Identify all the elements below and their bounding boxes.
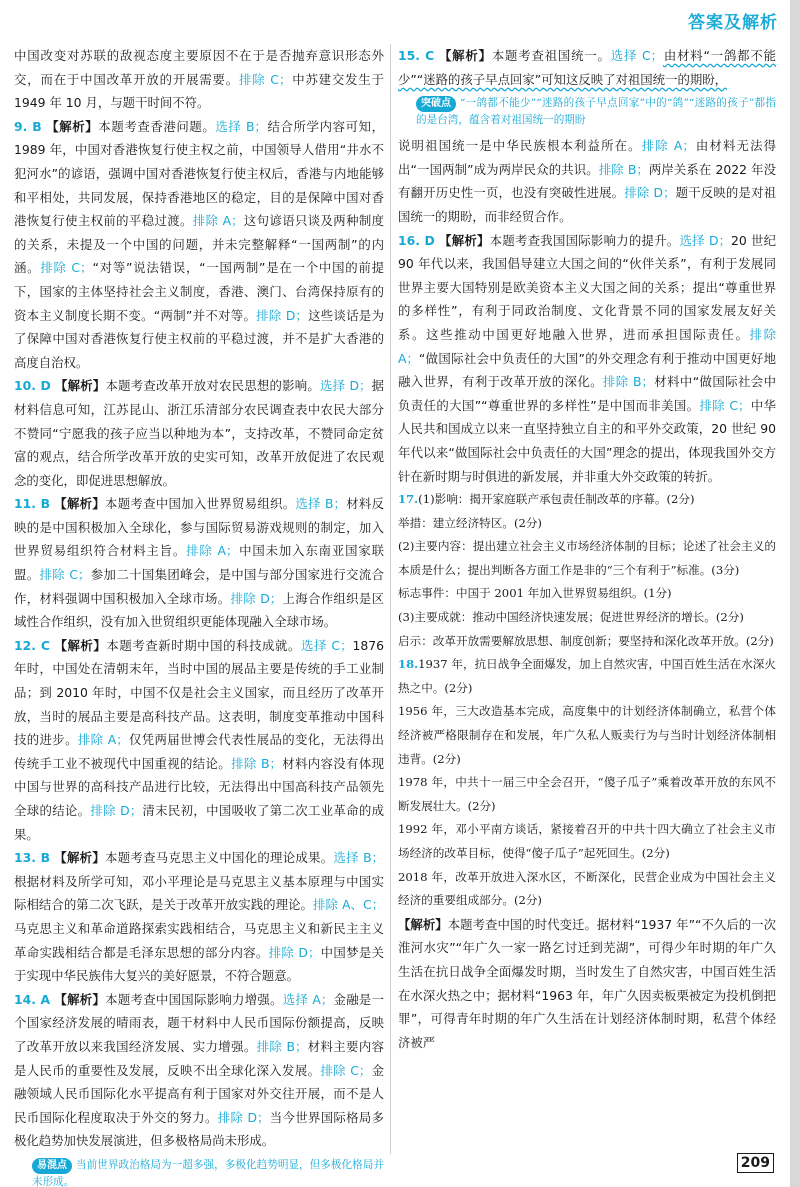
page-header: 答案及解析 [688,13,778,33]
answer-line: 启示：改革开放需要解放思想、制度创新；要坚持和深化改革开放。(2分) [398,633,774,648]
item-10: 10. D 【解析】本题考查改革开放对农民思想的影响。选择 D；据材料信息可知，江苏昆山、浙江乐清部分农民调查表中农民大部分不赞同“宁愿我的孩子应当以种地为本”，支持改革，不赞同命定贫富的观点，结合所学改革开放的史实可知，改革开放促进了农民观念的变化，即促进思想解放。 [14,378,385,488]
answer-line: 2018 年，改革开放进入深水区，不断深化，民营企业成为中国社会主义经济的重要组成部分。(2分) [398,869,776,908]
confusion-badge: 易混点 [32,1158,72,1174]
item-14: 14. A 【解析】本题考查中国国际影响力增强。选择 A；金融是一个国家经济发展的晴雨表，题干材料中人民币国际份额提高，反映了改革开放以来我国经济发展、实力增强。排除 B；材料主要内容是人民币的重要性及发展，反映不出全球化深入发展。排除 C；金融领域人民币国际化水平提高有利于国家对外交往开展，而不是人民币国际化程度取决于外交的努力。排除 D；当今世界国际格局多极化趋势加快发展演进，但多极格局尚未形成。 [14,991,385,1149]
answer-line: 1992 年，邓小平南方谈话，紧接着召开的中共十四大确立了社会主义市场经济的改革目标，使得“傻子瓜子”起死回生。(2分) [398,822,776,860]
breakthrough-note: 突破点 “一鸽都不能少”“迷路的孩子早点回家”中的“鸽”“迷路的孩子”都指的是台湾，蕴含着对祖国统一的期盼 [416,97,776,127]
item-12: 12. C 【解析】本题考查新时期中国的科技成就。选择 C；1876 年时，中国处在清朝末年，当时中国的展品主要是传统的手工业制品；到 2010 年时，中国不仅是社会主义国家，而且经历了改革开放，当时的展品主要是高科技产品。这表明，制度变革推动中国科技的进步。排除 A；仅凭两届世博会代表性展品的变化，无法得出传统手工业不被现代中国重视的结论。排除 B；材料内容没有体现中国与世界的高科技产品进行比较，无法得出中国高科技产品领先全球的结论。排除 D；清末民初，中国吸收了第二次工业革命的成果。 [14,637,385,842]
page-number: 209 [737,1153,774,1173]
item-15: 15. C 【解析】本题考查祖国统一。选择 C；由材料“一鸽都不能少”“迷路的孩子早点回家”可知这反映了对祖国统一的期盼， [398,48,777,87]
item-16: 16. D 【解析】本题考查我国国际影响力的提升。选择 D；20 世纪 90 年代以来，我国倡导建立大国之间的“伙伴关系”，有利于发展同世界主要大国特别是欧美资本主义大国之间的关系；提出“尊重世界的多样性”，有利于同政治制度、文化背景不同的国家发展友好关系。这些推动中国更好地融入世界，进而承担国际责任。排除 A；“做国际社会中负责任的大国”的外交理念有利于推动中国更好地融入世界，有利于改革开放的深化。排除 B；材料中“做国际社会中负责任的大国”“尊重世界的多样性”是中国而非美国。排除 C；中华人民共和国成立以来一直坚持独立自主的和平外交政策，20 世纪 90 年代以来“做国际社会中负责任的大国”理念的提出，体现我国外交方针在新时期与时俱进的新发展，并非重大外交政策的转折。 [398,232,777,484]
item-13: 13. B 【解析】本题考查马克思主义中国化的理论成果。选择 B；根据材料及所学可知，邓小平理论是马克思主义基本原理与中国实际相结合的第二次飞跃，是关于改革开放实践的理论。排除 A、C；马克思主义和革命道路探索实践相结合，马克思主义和新民主主义革命实践相结合都是毛泽东思想的部分内容。排除 D；中国梦是关于实现中华民族伟大复兴的美好愿景，不符合题意。 [14,850,385,984]
answer-line: 举措：建立经济特区。(2分) [398,515,542,530]
item-18 [398,653,776,913]
answer-line: 1978 年，中共十一届三中全会召开，“傻子瓜子”乘着改革开放的东风不断发展壮大。(2分) [398,775,776,813]
item-11: 11. B 【解析】本题考查中国加入世界贸易组织。选择 B；材料反映的是中国积极加入全球化，参与国际贸易游戏规则的制定，加入世界贸易组织符合材料主旨。排除 A；中国未加入东南亚国家联盟。排除 C；参加二十国集团峰会，是中国与部分国家进行交流合作，材料强调中国积极加入全球市场。排除 D；上海合作组织是区域性合作组织，没有加入世贸组织更能体现融入全球市场。 [14,496,385,630]
answer-line: 标志事件：中国于 2001 年加入世界贸易组织。(1分) [398,586,672,601]
column-divider [390,44,391,1154]
item-15-cont: 说明祖国统一是中华民族根本利益所在。排除 A；由材料无法得出“一国两制”成为两岸民众的共识。排除 B；两岸关系在 2022 年没有翻开历史性一页，也没有突破性进展。排除 D；题干反映的是对祖国统一的期盼，而非经贸合作。 [398,138,777,224]
item-continued: 中国改变对苏联的敌视态度主要原因不在于是否抛弃意识形态外交，而在于中国改革开放的开展需要。排除 C；中苏建交发生于 1949 年 10 月，与题干时间不符。 [14,48,385,111]
answer-line: 1956 年，三大改造基本完成，高度集中的计划经济体制确立，私营个体经济被严格限制存在和发展，年广久私人贩卖行为与当时计划经济体制相违背。(2分) [398,704,776,766]
left-column [14,44,384,1187]
right-column [398,44,776,1054]
page-edge [790,0,800,1187]
item-18-analysis: 【解析】本题考查中国的时代变迁。据材料“1937 年”“不久后的一次淮河水灾”“年广久一家一路乞讨迁到芜湖”，可得少年时期的年广久生活在抗日战争全面爆发时期，当时发生了自然灾害，中国百姓生活在水深火热之中；据材料“1963 年，年广久因卖板栗被定为投机倒把罪”，可得青年时期的年广久生活在计划经济体制时期，私营个体经济被严 [398,916,777,1050]
item-9: 9. B 【解析】本题考查香港问题。选择 B；结合所学内容可知，1989 年，中国对香港恢复行使主权之前，中国领导人借用“井水不犯河水”的谚语，强调中国对香港恢复行使主权后，香港与内地能够和平相处，共同发展，保持香港地区的稳定，目的是保障中国对香港恢复行使主权前的平稳过渡。排除 A；这句谚语只谈及两种制度的关系，未提及一个中国的问题，并未完整解释“一国两制”的内涵。排除 C；“对等”说法错误，“一国两制”是在一个中国的前提下，国家的主体坚持社会主义制度，香港、澳门、台湾保持原有的资本主义制度长期不变。“两制”并不对等。排除 D；这些谈话是为了保障中国对香港恢复行使主权前的平稳过渡，并不是扩大香港的高度自治权。 [14,118,385,370]
answer-line: (3)主要成就：推动中国经济快速发展；促进世界经济的增长。(2分) [398,610,744,625]
confusion-note: 易混点 当前世界政治格局为一超多强，多极化趋势明显，但多极化格局并未形成。 [32,1158,384,1187]
answer-line: 18.1937 年，抗日战争全面爆发，加上自然灾害，中国百姓生活在水深火热之中。(2分) [398,657,776,695]
answer-line: 17.(1)影响：揭开家庭联产承包责任制改革的序幕。(2分) [398,492,695,507]
answer-line: (2)主要内容：提出建立社会主义市场经济体制的目标；论述了社会主义的本质是什么；提出判断各方面工作是非的“三个有利于”标准。(3分) [398,539,776,577]
item-17 [398,488,776,653]
breakthrough-badge: 突破点 [416,96,456,112]
